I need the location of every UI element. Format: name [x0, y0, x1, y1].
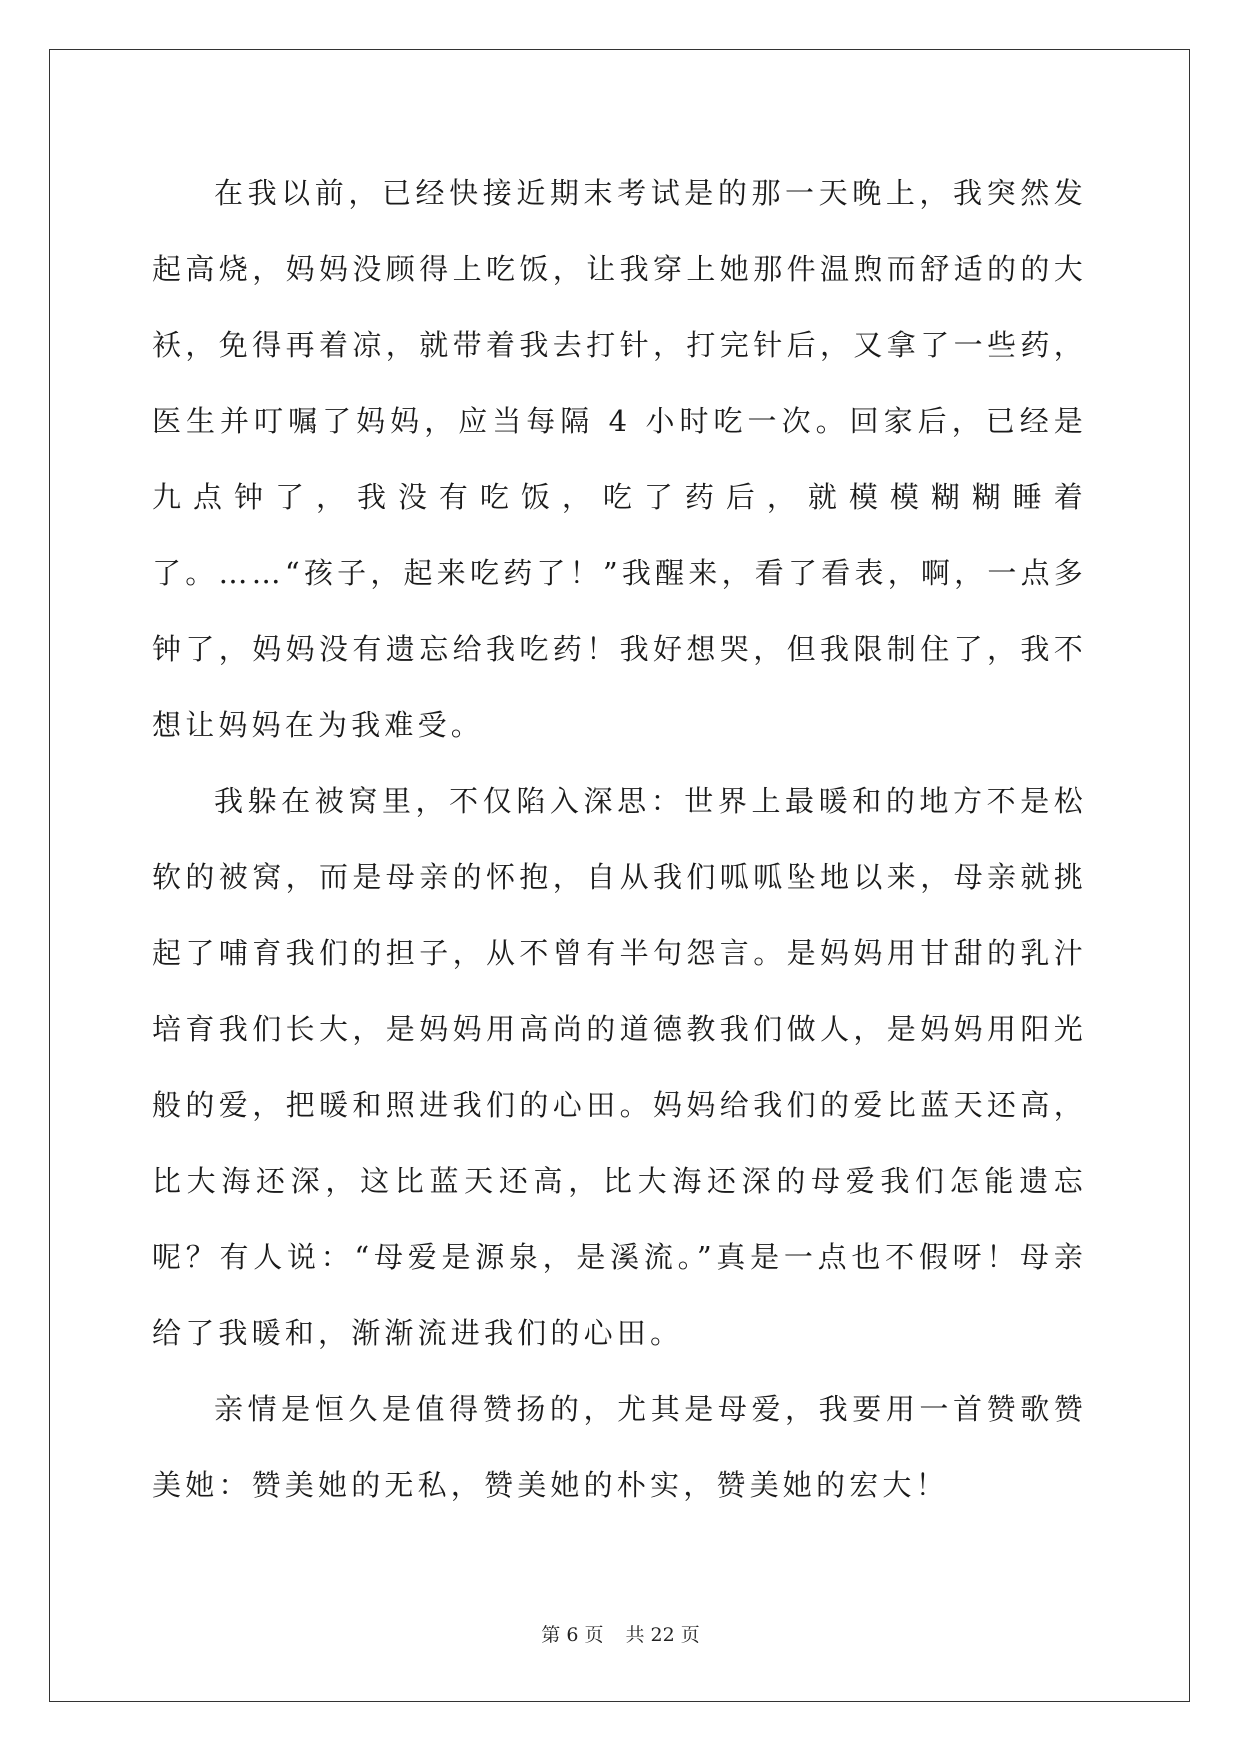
document-body	[152, 155, 1087, 1523]
paragraph-2: 我躲在被窝里，不仅陷入深思：世界上最暖和的地方不是松软的被窝，而是母亲的怀抱，自从我们呱呱坠地以来，母亲就挑起了哺育我们的担子，从不曾有半句怨言。是妈妈用甘甜的乳汁培育我们长大，是妈妈用高尚的道德教我们做人，是妈妈用阳光般的爱，把暖和照进我们的心田。妈妈给我们的爱比蓝天还高，比大海还深，这比蓝天还高，比大海还深的母爱我们怎能遗忘呢？有人说：“母爱是源泉，是溪流。”真是一点也不假呀！母亲给了我暖和，渐渐流进我们的心田。	[152, 784, 1087, 1350]
paragraph-1: 在我以前，已经快接近期末考试是的那一天晚上，我突然发起高烧，妈妈没顾得上吃饭，让我穿上她那件温煦而舒适的的大袄，免得再着凉，就带着我去打针，打完针后，又拿了一些药，医生并叮嘱了妈妈，应当每隔 4 小时吃一次。回家后，已经是九点钟了，我没有吃饭，吃了药后，就模模糊糊睡着了。……“孩子，起来吃药了！”我醒来，看了看表，啊，一点多钟了，妈妈没有遗忘给我吃药！我好想哭，但我限制住了，我不想让妈妈在为我难受。	[152, 176, 1087, 742]
page-number-total: 共 22 页	[625, 1624, 700, 1646]
page-footer	[0, 1620, 1241, 1647]
page-number-current: 第 6 页	[541, 1624, 604, 1646]
paragraph-3: 亲情是恒久是值得赞扬的，尤其是母爱，我要用一首赞歌赞美她：赞美她的无私，赞美她的朴实，赞美她的宏大！	[152, 1392, 1087, 1502]
